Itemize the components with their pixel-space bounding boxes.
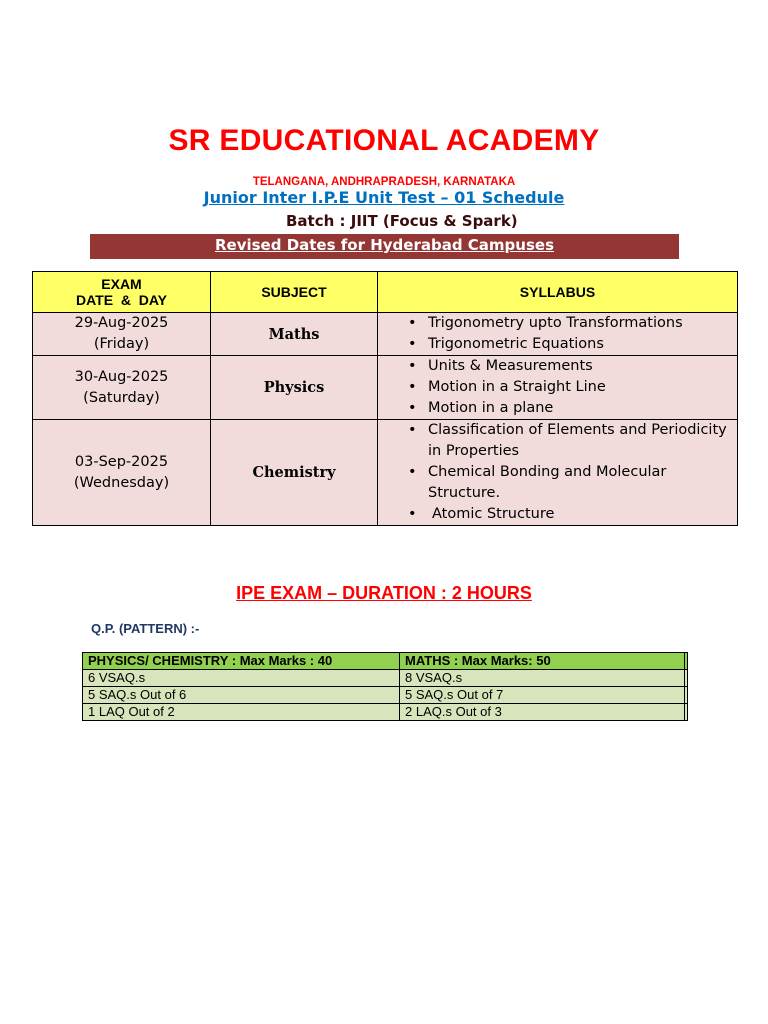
- syllabus-item: • Classification of Elements and Periodicity in Properties: [428, 420, 731, 462]
- exam-day: (Wednesday): [73, 474, 170, 491]
- exam-day: (Saturday): [83, 389, 160, 406]
- states-line: TELANGANA, ANDHRAPRADESH, KARNATAKA: [252, 176, 516, 188]
- subject-cell: Chemistry: [211, 420, 378, 526]
- pattern-edge-cell: [685, 670, 688, 687]
- header-syllabus: SYLLABUS: [378, 272, 738, 313]
- revised-banner-text: Revised Dates for Hyderabad Campuses: [214, 236, 554, 254]
- header-date-line1: EXAM: [101, 276, 142, 292]
- pattern-cell-left: 1 LAQ Out of 2: [83, 704, 400, 721]
- syllabus-item: • Chemical Bonding and Molecular Structure.: [428, 462, 731, 504]
- pattern-cell-right: 8 VSAQ.s: [400, 670, 685, 687]
- pattern-edge-cell: [685, 653, 688, 670]
- exam-date-cell: [33, 356, 211, 420]
- syllabus-item: • Motion in a plane: [428, 398, 731, 419]
- pattern-header-row: [83, 653, 688, 670]
- schedule-table: [32, 271, 738, 526]
- syllabus-item: • Motion in a Straight Line: [428, 377, 731, 398]
- pattern-cell-right: 5 SAQ.s Out of 7: [400, 687, 685, 704]
- syllabus-list: [378, 420, 731, 525]
- syllabus-cell: [378, 420, 738, 526]
- exam-date: 03-Sep-2025: [74, 453, 169, 470]
- pattern-header-maths: MATHS : Max Marks: 50: [400, 653, 685, 670]
- syllabus-item: • Units & Measurements: [428, 356, 731, 377]
- pattern-cell-left: 5 SAQ.s Out of 6: [83, 687, 400, 704]
- schedule-header-row: [33, 272, 738, 313]
- syllabus-cell: [378, 313, 738, 356]
- syllabus-item: • Trigonometric Equations: [428, 334, 731, 355]
- qp-pattern-label: Q.P. (PATTERN) :-: [91, 621, 200, 636]
- schedule-title: Junior Inter I.P.E Unit Test – 01 Schedule: [203, 188, 565, 207]
- header-subject: SUBJECT: [211, 272, 378, 313]
- pattern-cell-right: 2 LAQ.s Out of 3: [400, 704, 685, 721]
- pattern-header-physics-chemistry: PHYSICS/ CHEMISTRY : Max Marks : 40: [83, 653, 400, 670]
- subject-cell: Maths: [211, 313, 378, 356]
- pattern-row: [83, 670, 688, 687]
- exam-date: 30-Aug-2025: [74, 368, 169, 385]
- exam-date-cell: [33, 313, 211, 356]
- exam-date-cell: [33, 420, 211, 526]
- pattern-edge-cell: [685, 687, 688, 704]
- pattern-row: [83, 704, 688, 721]
- syllabus-cell: [378, 356, 738, 420]
- pattern-row: [83, 687, 688, 704]
- pattern-edge-cell: [685, 704, 688, 721]
- subject-cell: Physics: [211, 356, 378, 420]
- header-date: [33, 272, 211, 313]
- exam-duration-text: IPE EXAM – DURATION : 2 HOURS: [236, 583, 532, 603]
- exam-date: 29-Aug-2025: [74, 315, 169, 331]
- header-date-line2: DATE & DAY: [75, 292, 167, 308]
- revised-banner: [90, 234, 679, 259]
- syllabus-item: • Atomic Structure: [428, 504, 731, 525]
- syllabus-list: [378, 356, 731, 419]
- pattern-cell-left: 6 VSAQ.s: [83, 670, 400, 687]
- syllabus-list: [378, 313, 731, 355]
- table-row: [33, 313, 738, 356]
- batch-line: Batch : JIIT (Focus & Spark): [286, 212, 518, 230]
- exam-duration: [0, 583, 768, 604]
- exam-day: (Friday): [93, 336, 150, 352]
- syllabus-item: • Trigonometry upto Transformations: [428, 313, 731, 334]
- page-title: SR EDUCATIONAL ACADEMY: [168, 124, 600, 157]
- table-row: [33, 356, 738, 420]
- table-row: [33, 420, 738, 526]
- pattern-table: [82, 652, 688, 721]
